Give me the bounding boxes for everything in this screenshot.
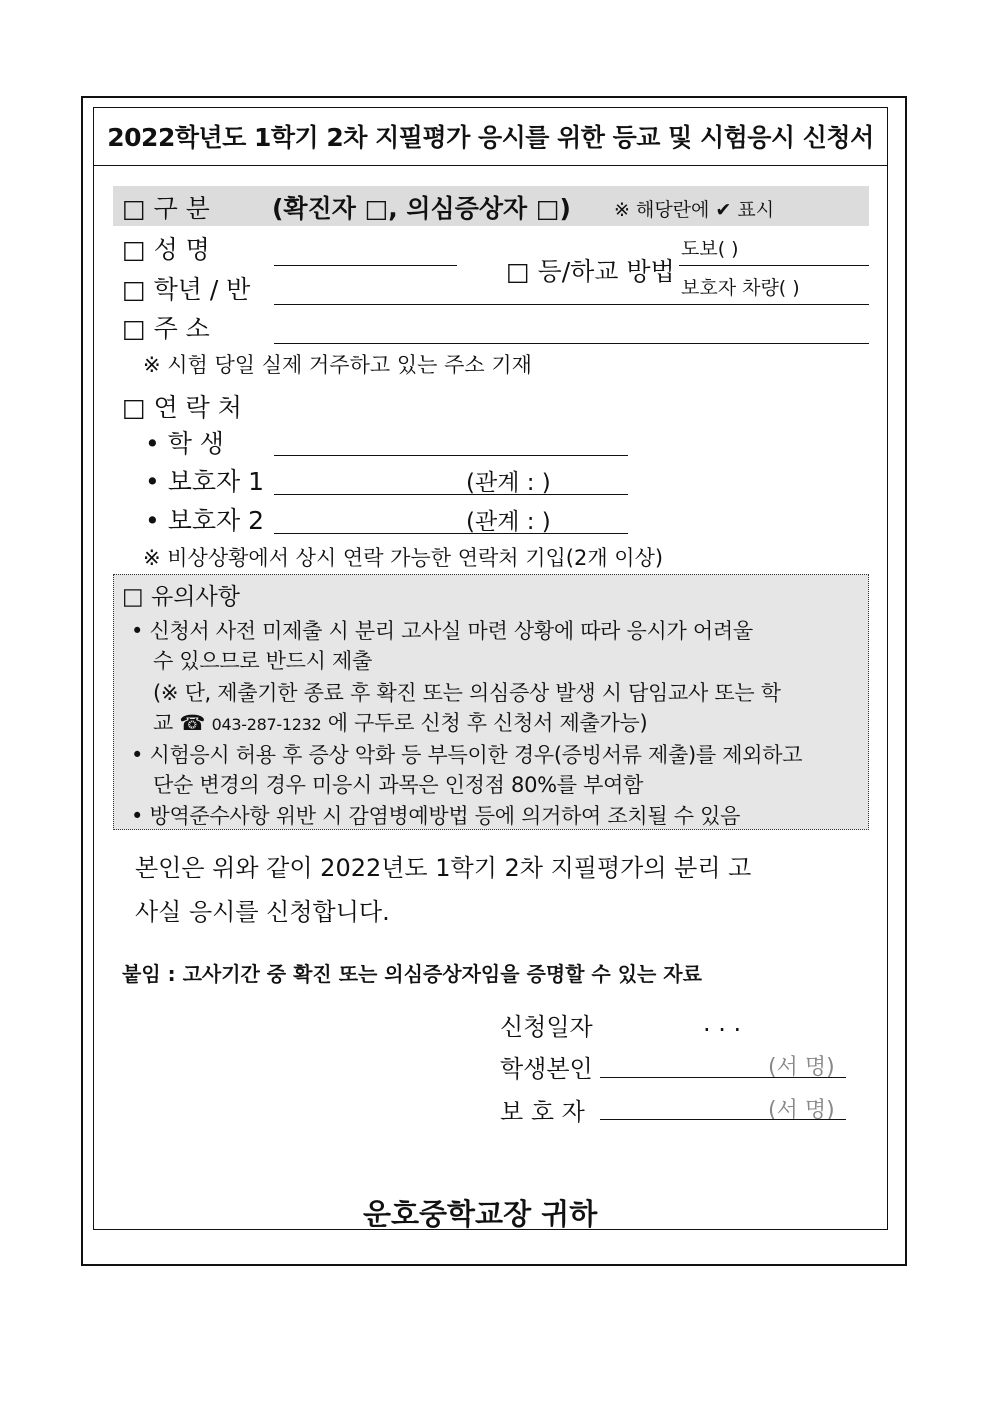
guardian2-relation: (관계 : ) bbox=[466, 509, 551, 535]
statement-line-2: 사실 응시를 신청합니다. bbox=[135, 898, 390, 926]
grade-class-label: □ 학년 / 반 bbox=[122, 275, 251, 304]
notice-item-1: • 신청서 사전 미제출 시 분리 고사실 마련 상황에 따라 응시가 어려울 bbox=[131, 619, 753, 643]
guardian-sign-line[interactable] bbox=[600, 1119, 846, 1120]
notice-item-2-cont: 단순 변경의 경우 미응시 과목은 인정점 80%를 부여함 bbox=[153, 773, 644, 797]
contact-label: □ 연 락 처 bbox=[122, 393, 242, 422]
notice-item-2: • 시험응시 허용 후 증상 악화 등 부득이한 경우(증빙서류 제출)를 제외하고 bbox=[131, 743, 803, 767]
student-sign-label: 학생본인 bbox=[500, 1055, 593, 1083]
guardian-sign-label: 보 호 자 bbox=[500, 1098, 585, 1126]
grade-class-line[interactable] bbox=[274, 304, 869, 305]
commute-divider bbox=[679, 265, 869, 266]
notice-item-1-note-tail: 에 구두로 신청 후 신청서 제출가능) bbox=[327, 711, 648, 735]
commute-label: □ 등/하교 방법 bbox=[506, 257, 675, 286]
name-label: □ 성 명 bbox=[122, 235, 210, 264]
address-label: □ 주 소 bbox=[122, 314, 210, 343]
notice-item-1-note-cont bbox=[153, 707, 647, 737]
notice-heading: □ 유의사항 bbox=[122, 584, 240, 610]
student-label: • 학 생 bbox=[145, 429, 224, 458]
student-sign-line[interactable] bbox=[600, 1077, 846, 1078]
form-title: 2022학년도 1학기 2차 지필평가 응시를 위한 등교 및 시험응시 신청서 bbox=[93, 107, 888, 166]
phone-number: 043-287-1232 bbox=[211, 715, 322, 734]
category-options[interactable]: (확진자 □, 의심증상자 □) bbox=[272, 194, 571, 223]
category-label: □ 구 분 bbox=[122, 194, 210, 223]
commute-walk[interactable]: 도보( ) bbox=[681, 238, 739, 260]
guardian2-label: • 보호자 2 bbox=[145, 506, 264, 535]
address-line[interactable] bbox=[274, 343, 869, 344]
notice-item-1-note: (※ 단, 제출기한 종료 후 확진 또는 의심증상 발생 시 담임교사 또는 학 bbox=[153, 681, 781, 705]
notice-item-3: • 방역준수사항 위반 시 감염병예방법 등에 의거하여 조치될 수 있음 bbox=[131, 804, 741, 828]
name-line[interactable] bbox=[274, 265, 457, 266]
student-sign-hint: (서 명) bbox=[768, 1055, 835, 1080]
address-note: ※ 시험 당일 실제 거주하고 있는 주소 기재 bbox=[143, 353, 532, 377]
date-field[interactable]: . . . bbox=[703, 1009, 742, 1037]
guardian2-line[interactable] bbox=[274, 533, 628, 534]
guardian1-label: • 보호자 1 bbox=[145, 467, 264, 496]
guardian1-line[interactable] bbox=[274, 494, 628, 495]
statement-line-1: 본인은 위와 같이 2022년도 1학기 2차 지필평가의 분리 고 bbox=[135, 854, 752, 882]
guardian1-relation: (관계 : ) bbox=[466, 470, 551, 496]
notice-item-1-cont: 수 있으므로 반드시 제출 bbox=[153, 649, 372, 673]
phone-icon: 교 ☎ bbox=[153, 711, 206, 735]
date-label: 신청일자 bbox=[500, 1013, 593, 1041]
category-hint: ※ 해당란에 ✔ 표시 bbox=[614, 199, 775, 221]
guardian-sign-hint: (서 명) bbox=[768, 1098, 835, 1123]
student-line[interactable] bbox=[274, 455, 628, 456]
commute-car[interactable]: 보호자 차량( ) bbox=[681, 277, 800, 299]
attachment-note: 붙임 : 고사기간 중 확진 또는 의심증상자임을 증명할 수 있는 자료 bbox=[122, 962, 702, 986]
contact-note: ※ 비상상황에서 상시 연락 가능한 연락처 기입(2개 이상) bbox=[143, 546, 664, 570]
recipient: 운호중학교장 귀하 bbox=[363, 1197, 598, 1231]
